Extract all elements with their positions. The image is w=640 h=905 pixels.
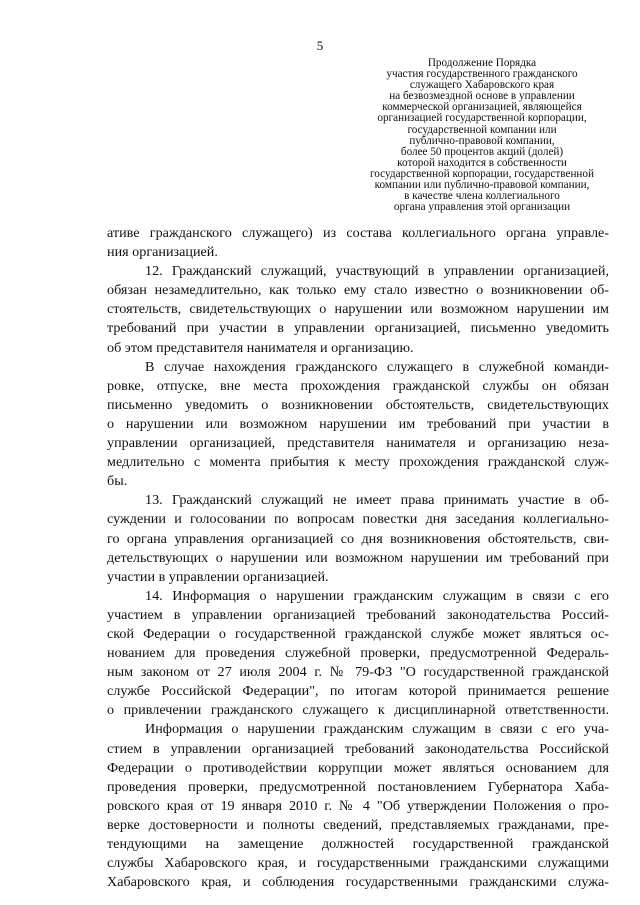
header-line: коммерческой организацией, являющейся	[382, 101, 582, 114]
body-line: ния организацией.	[107, 244, 218, 261]
body-line: службе Российской Федерации", по итогам которой принимается решение	[107, 683, 609, 700]
header-line: публично-правовой компании,	[409, 134, 555, 147]
body-line: ской Федерации о государственной гражданской службе может являться ос-	[107, 625, 609, 642]
body-line: управлении организацией, представителя нанимателя и организацию неза-	[107, 435, 609, 452]
body-line: об этом представителя нанимателя и организацию.	[107, 339, 414, 356]
body-line: В случае нахождения гражданского служащего в служебной команди-	[145, 358, 609, 375]
header-line: компании или публично-правовой компании,	[374, 179, 590, 192]
header-line: более 50 процентов акций (долей)	[400, 145, 564, 158]
body-line: ровского края от 19 января 2010 г. № 4 "Об утверждении Положения о про-	[107, 797, 609, 814]
header-line: которой находится в собственности	[397, 156, 567, 169]
body-line: обязан незамедлительно, как только ему стало известно о возникновении об-	[107, 282, 609, 299]
body-line: бы.	[107, 473, 128, 490]
header-line: служащего Хабаровского края	[409, 79, 555, 92]
body-line: участием в управлении организацией требований законодательства Россий-	[107, 606, 609, 623]
header-line: государственной компании или	[407, 123, 557, 136]
body-line: нованием для проведения служебной проверки, предусмотренной Федераль-	[107, 645, 609, 662]
header-line: Продолжение Порядка	[427, 57, 537, 69]
header-line: организацией государственной корпорации,	[377, 112, 587, 125]
body-line: детельствующих о нарушении или возможном нарушении им требований при	[107, 549, 609, 566]
body-line: ровке, отпуске, вне места прохождения гражданской службы он обязан	[107, 377, 609, 394]
header-line: государственной корпорации, государственной	[369, 167, 594, 180]
page-number: 5	[316, 38, 324, 53]
body-line: участии в управлении организацией.	[107, 568, 329, 585]
body-line: стоятельств, свидетельствующих о нарушении или возможном нарушении им	[107, 301, 609, 318]
body-line: суждении и голосовании по вопросам повестки дня заседания коллегиально-	[107, 511, 609, 528]
body-line: 12. Гражданский служащий, участвующий в управлении организацией,	[145, 263, 609, 280]
header-line: органа управления этой организации	[393, 201, 571, 214]
body-line: Хабаровского края, и соблюдения государственными гражданскими служа-	[107, 874, 609, 891]
body-line: 14. Информация о нарушении гражданским служащим в связи с его	[145, 587, 609, 604]
body-line: го органа управления организацией со дня возникновения обстоятельств, сви-	[107, 530, 609, 547]
body-line: ным законом от 27 июля 2004 г. № 79-ФЗ "О государственной гражданской	[107, 664, 609, 681]
body-line: письменно уведомить о возникновении обстоятельств, свидетельствующих	[107, 396, 609, 413]
body-line: 13. Гражданский служащий не имеет права принимать участие в об-	[145, 492, 609, 509]
document-header	[352, 58, 612, 213]
body-line: медлительно с момента прибытия к месту прохождения гражданской служ-	[107, 454, 609, 471]
body-line: о привлечении гражданского служащего к дисциплинарной ответственности.	[107, 702, 609, 719]
body-line: Федерации о противодействии коррупции может являться основанием для	[107, 759, 609, 776]
body-line: ативе гражданского служащего) из состава коллегиального органа управле-	[107, 225, 609, 241]
document-body	[107, 224, 609, 892]
body-line: проведения проверки, предусмотренной постановлением Губернатора Хаба-	[107, 778, 609, 795]
body-line: тендующими на замещение должностей государственной гражданской	[107, 836, 609, 852]
body-line: о нарушении или возможном нарушении им требований при участии в	[107, 415, 609, 432]
body-line: требований при участии в управлении организацией, письменно уведомить	[107, 320, 609, 337]
body-line: верке достоверности и полноты сведений, представляемых гражданами, пре-	[107, 816, 609, 833]
body-line: стием в управлении организацией требований законодательства Российской	[107, 740, 609, 757]
header-line: в качестве члена коллегиального	[404, 190, 560, 203]
header-line: на безвозмездной основе в управлении	[389, 90, 575, 103]
header-line: участия государственного гражданского	[386, 68, 578, 81]
body-line: службы Хабаровского края, и государственными гражданскими служащими	[107, 855, 609, 872]
body-line: Информация о нарушении гражданским служащим в связи с его уча-	[145, 721, 609, 738]
